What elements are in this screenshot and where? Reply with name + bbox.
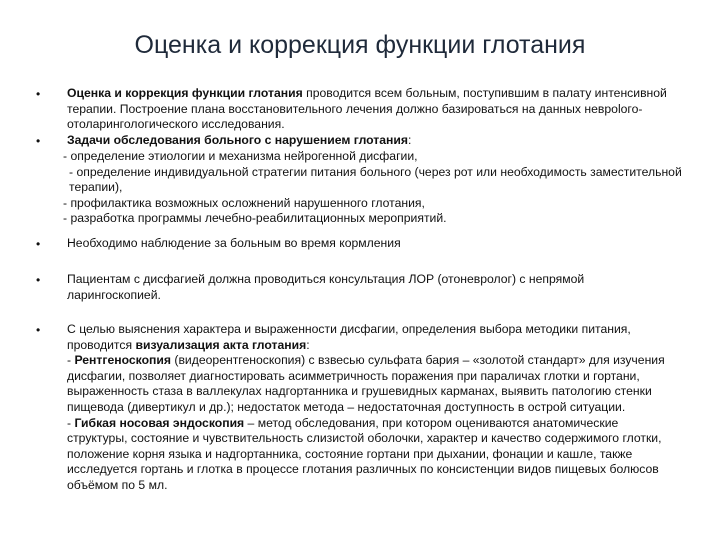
intro-end: :: [306, 337, 310, 352]
bullet-text: Пациентам с дисфагией должна проводиться консультация ЛОР (отоневролог) с непрямой ларингоскопией.: [67, 272, 585, 302]
bullet-text: Необходимо наблюдение за больным во время кормления: [67, 236, 401, 250]
bullet-marker: •: [36, 323, 41, 337]
bullet-marker: •: [36, 237, 41, 251]
endoscopy-bold: Гибкая носовая эндоскопия: [74, 415, 245, 430]
dash: -: [67, 415, 75, 430]
list-item: - определение индивидуальной стратегии питания больного (через рот или необходимость заместительной терапии),: [69, 164, 682, 195]
xray-bold: Рентгеноскопия: [74, 353, 172, 368]
bullet-marker: •: [36, 134, 41, 148]
endoscopy-text: – метод обследования, при котором оцениваются анатомические структуры, состояние и чувствительность слизистой оболочки, характер и качество содержимого глотки, положение корня языка и надгортанника, состояние гортани при дыхании, фонации и кашле, также исследуется гортань и глотка в процессе глотания различных по консистенции видов пищевых болюсов объёмом по 5 мл.: [67, 415, 662, 492]
list-item: - профилактика возможных осложнений нарушенного глотания,: [63, 195, 425, 210]
bold-lead: Оценка и коррекция функции глотания: [67, 86, 303, 100]
intro-bold: визуализация акта глотания: [135, 337, 307, 352]
list-item: - разработка программы лечебно-реабилитационных мероприятий.: [63, 211, 447, 226]
bullet-body: проводится всем больным, поступившим в палату интенсивной терапии. Построение плана восстановительного лечения должно базироваться на данных неврolого-отоларингологического исследования.: [67, 86, 667, 132]
bullet-text: [67, 133, 679, 149]
intro-text: С целью выяснения характера и выраженности дисфагии, определения выбора методики питания, проводится: [67, 322, 631, 352]
tasks-list: [63, 149, 683, 227]
bullet-text: [67, 322, 679, 494]
bullet-text: [67, 86, 679, 133]
slide-title: Оценка и коррекция функции глотания: [134, 31, 586, 59]
list-item: - определение этиологии и механизма нейрогенной дисфагии,: [63, 149, 418, 163]
xray-text: (видеорентгеноскопия) с взвесью сульфата бария – «золотой стандарт» для изучения дисфагии, позволяет диагностировать асимметричность поражения при параличах глотки и гортани, выраженность стаза в валлекулах надгортанника и грушевидных карманах, выявить патологию стенки пищевода (дивертикул и др.); недостаток метода – недостаточная доступность в острой ситуации.: [67, 353, 665, 414]
dash: -: [67, 353, 75, 368]
bullet-marker: •: [36, 87, 41, 101]
colon: :: [408, 133, 412, 147]
bullet-marker: •: [36, 273, 41, 287]
tasks-heading: Задачи обследования больного с нарушением глотания: [67, 133, 409, 147]
